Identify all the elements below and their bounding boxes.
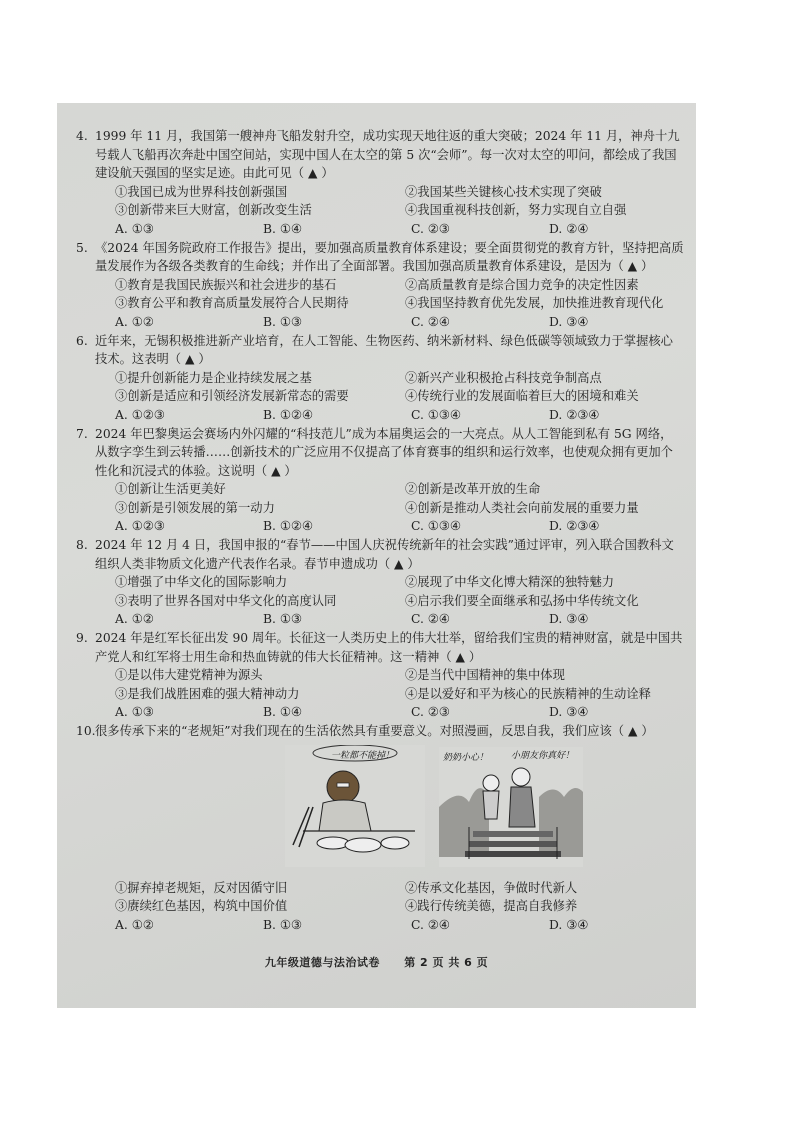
statement: ②高质量教育是综合国力竞争的决定性因素 <box>405 277 639 292</box>
answer-choice: D. ③④ <box>549 314 589 329</box>
statement: ②新兴产业积极抢占科技竞争制高点 <box>405 370 602 385</box>
statement: ①是以伟大建党精神为源头 <box>115 668 263 683</box>
answer-choice: D. ②③④ <box>549 519 600 534</box>
question-stem: 1999 年 11 月，我国第一艘神舟飞船发射升空，成功实现天地往返的重大突破；2024 年 11 月，神舟十九号载人飞船再次奔赴中国空间站，实现中国人在太空的第 5 次“会师”。每一次对太空的叩问，都绘成了我国建设航天强国的坚实足迹。由此可见（ ▲ ） <box>95 129 680 181</box>
answer-choice: A. ①② <box>115 917 154 932</box>
answer-choice: C. ①③④ <box>411 407 461 422</box>
speech-bubble: 一粒都不能掉！ <box>331 750 395 761</box>
comic-boy-eating <box>285 745 425 867</box>
statement-options <box>115 276 684 313</box>
statement-options <box>115 183 684 220</box>
statement-options <box>115 573 684 610</box>
statement: ②我国某些关键核心技术实现了突破 <box>405 184 602 199</box>
statement: ②展现了中华文化博大精深的独特魅力 <box>405 575 615 590</box>
statement: ④是以爱好和平为核心的民族精神的生动诠释 <box>405 686 651 701</box>
answer-choice: B. ①②④ <box>263 519 313 534</box>
answer-choice: A. ①②③ <box>115 519 165 534</box>
statement: ①增强了中华文化的国际影响力 <box>115 575 288 590</box>
answer-choice: D. ③④ <box>549 705 589 720</box>
statement: ③赓续红色基因，构筑中国价值 <box>115 899 288 914</box>
question-9 <box>76 629 684 722</box>
exam-page-photo <box>57 103 696 1008</box>
statement: ③创新带来巨大财富，创新改变生活 <box>115 203 312 218</box>
answer-choice: C. ①③④ <box>411 519 461 534</box>
answer-choice: A. ①③ <box>115 705 154 720</box>
statement: ④我国坚持教育优先发展，加快推进教育现代化 <box>405 296 664 311</box>
statement-options <box>115 369 684 406</box>
question-number: 6. <box>76 333 88 348</box>
statement: ①教育是我国民族振兴和社会进步的基石 <box>115 277 337 292</box>
answer-choice: B. ①③ <box>263 917 302 932</box>
answer-choice: B. ①④ <box>263 221 302 236</box>
question-number: 4. <box>76 129 88 143</box>
question-stem: 2024 年是红军长征出发 90 周年。长征这一人类历史上的伟大壮举，留给我们宝贵的精神财富，就是中国共产党人和红军将士用生命和热血铸就的伟大长征精神。这一精神（ ▲ ） <box>95 631 683 664</box>
answer-choice: A. ①② <box>115 314 154 329</box>
answer-choice: C. ②④ <box>411 612 450 627</box>
question-stem: 《2024 年国务院政府工作报告》提出，要加强高质量教育体系建设；要全面贯彻党的教育方针，坚持把高质量发展作为各级各类教育的生命线；并作出了全面部署。我国加强高质量教育体系建设，是因为（ ▲ ） <box>95 240 684 274</box>
statement: ④传统行业的发展面临着巨大的困境和难关 <box>405 389 639 404</box>
statement-options <box>115 666 684 703</box>
answer-choice: C. ②③ <box>411 705 450 720</box>
answer-choice: D. ②④ <box>549 221 589 236</box>
answer-choices <box>115 610 684 629</box>
answer-choice: D. ②③④ <box>549 407 600 422</box>
answer-choice: B. ①③ <box>263 612 302 627</box>
answer-choice: D. ③④ <box>549 917 589 932</box>
question-stem: 近年来，无锡积极推进新产业培育，在人工智能、生物医药、纳米新材料、绿色低碳等领域致力于掌握核心技术。这表明（ ▲ ） <box>95 333 673 367</box>
statement: ③创新是引领发展的第一动力 <box>115 500 275 515</box>
answer-choices <box>115 313 684 332</box>
question-7 <box>76 425 684 537</box>
answer-choices <box>115 406 684 425</box>
answer-choice: B. ①②④ <box>263 407 313 422</box>
statement: ④创新是推动人类社会向前发展的重要力量 <box>405 500 639 515</box>
answer-choices <box>115 517 684 536</box>
statement-options <box>115 480 684 517</box>
speech-bubble: 小朋友你真好！ <box>511 750 575 761</box>
question-stem: 2024 年巴黎奥运会赛场内外闪耀的“科技范儿”成为本届奥运会的一大亮点。从人工智能到私有 5G 网络，从数字孪生到云转播……创新技术的广泛应用不仅提高了体育赛事的组织和运行效率，也使观众拥有更加个性化和沉浸式的体验。这说明（ ▲ ） <box>95 426 673 478</box>
answer-choice: B. ①④ <box>263 705 302 720</box>
statement: ②创新是改革开放的生命 <box>405 482 541 497</box>
answer-choices <box>115 703 684 722</box>
statement: ③创新是适应和引领经济发展新常态的需要 <box>115 389 349 404</box>
statement: ②是当代中国精神的集中体现 <box>405 668 565 683</box>
question-number: 8. <box>76 538 88 553</box>
question-8 <box>76 536 684 629</box>
answer-choice: A. ①② <box>115 612 154 627</box>
question-stem: 很多传承下来的“老规矩”对我们现在的生活依然具有重要意义。对照漫画，反思自我，我们应该（ ▲ ） <box>95 724 654 738</box>
question-number: 5. <box>76 240 88 255</box>
statement-options <box>115 879 684 916</box>
question-number: 7. <box>76 426 88 441</box>
answer-choice: C. ②④ <box>411 314 450 329</box>
answer-choice: C. ②③ <box>411 221 450 236</box>
statement: ①提升创新能力是企业持续发展之基 <box>115 370 312 385</box>
answer-choice: A. ①②③ <box>115 407 165 422</box>
answer-choices <box>115 916 684 935</box>
answer-choice: B. ①③ <box>263 314 302 329</box>
question-stem: 2024 年 12 月 4 日，我国申报的“春节——中国人庆祝传统新年的社会实践”通过评审，列入联合国教科文组织人类非物质文化遗产代表作名录。春节申遗成功（ ▲ ） <box>95 538 674 571</box>
question-6 <box>76 332 684 425</box>
statement: ③是我们战胜困难的强大精神动力 <box>115 686 300 701</box>
page-number: 第 2 页 共 6 页 <box>404 956 489 969</box>
answer-choice: A. ①③ <box>115 221 154 236</box>
page-footer <box>57 954 696 973</box>
statement: ④启示我们要全面继承和弘扬中华传统文化 <box>405 593 639 608</box>
statement: ④我国重视科技创新，努力实现自立自强 <box>405 203 627 218</box>
statement: ④践行传统美德，提高自我修养 <box>405 899 578 914</box>
exam-title: 九年级道德与法治试卷 <box>264 956 380 969</box>
comic-child-helping-grandma <box>439 747 583 867</box>
speech-bubble: 奶奶小心！ <box>443 752 489 763</box>
statement: ①创新让生活更美好 <box>115 482 226 497</box>
question-10 <box>76 722 684 934</box>
question-4 <box>76 127 684 239</box>
statement: ③表明了世界各国对中华文化的高度认同 <box>115 593 337 608</box>
question-number: 9. <box>76 631 88 646</box>
comic-illustrations <box>95 745 684 873</box>
statement: ③教育公平和教育高质量发展符合人民期待 <box>115 296 349 311</box>
statement: ①我国已成为世界科技创新强国 <box>115 184 288 199</box>
answer-choices <box>115 220 684 239</box>
statement: ①摒弃掉老规矩，反对因循守旧 <box>115 880 288 895</box>
exam-sheet <box>57 103 696 1008</box>
question-number: 10. <box>76 724 96 738</box>
answer-choice: D. ③④ <box>549 612 589 627</box>
statement: ②传承文化基因，争做时代新人 <box>405 880 578 895</box>
question-5 <box>76 239 684 332</box>
answer-choice: C. ②④ <box>411 917 450 932</box>
